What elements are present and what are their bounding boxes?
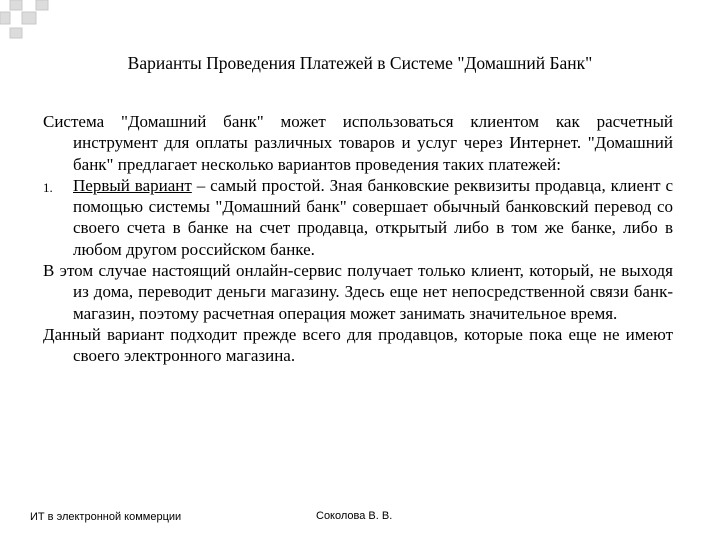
footer-course-name: ИТ в электронной коммерции: [30, 511, 182, 523]
item-text: – самый простой. Зная банковские реквизиты продавца, клиент с помощью системы "Домашний банк" совершает обычный банковский перевод со своего счета в банке на счет продавца, открытый либо в том же банке, либо в любом другом российском банке.: [73, 175, 673, 259]
numbered-item: [43, 175, 673, 260]
decor-square: [22, 12, 36, 24]
item-lead: Первый вариант: [73, 175, 192, 195]
conclusion-paragraph: Данный вариант подходит прежде всего для продавцов, которые пока еще не имеют своего электронного магазина.: [43, 324, 673, 366]
decor-square: [0, 12, 10, 24]
decor-square: [36, 0, 48, 10]
decor-square: [10, 0, 22, 10]
intro-paragraph: Система "Домашний банк" может использоваться клиентом как расчетный инструмент для оплаты различных товаров и услуг через Интернет. "Домашний банк" предлагает несколько вариантов проведения таких платежей:: [43, 112, 673, 174]
item-number: 1.: [43, 179, 53, 195]
explanation-paragraph: В этом случае настоящий онлайн-сервис получает только клиент, который, не выходя из дома, переводит деньги магазину. Здесь еще нет непосредственной связи банк-магазин, поэтому расчетная операция может занимать значительное время.: [43, 261, 673, 323]
decorative-squares: [0, 0, 60, 50]
footer-author: Соколова В. В.: [316, 510, 393, 522]
slide-body: [43, 111, 673, 367]
decor-square: [10, 28, 22, 38]
slide-title: Варианты Проведения Платежей в Системе "Домашний Банк": [127, 53, 593, 73]
